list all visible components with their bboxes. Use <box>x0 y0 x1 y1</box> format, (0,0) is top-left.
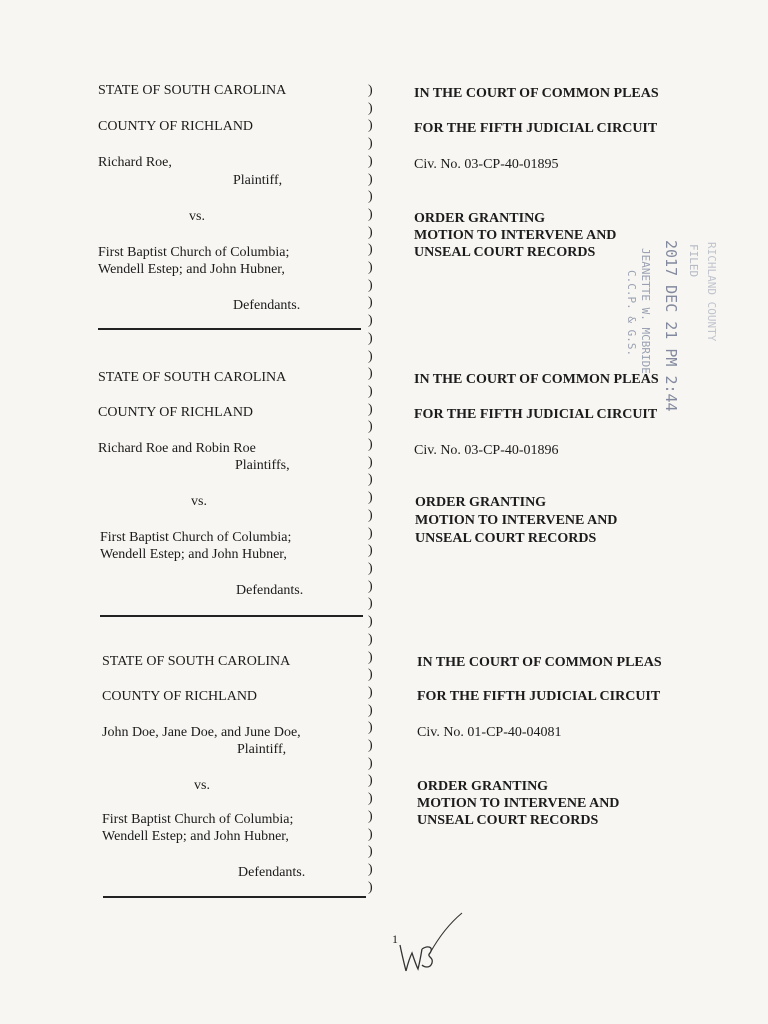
separator-paren: ) <box>368 791 373 807</box>
versus-label: vs. <box>194 778 210 793</box>
stamp-office: C.C.P. & G.S. <box>625 270 638 357</box>
case-number: Civ. No. 03-CP-40-01896 <box>414 443 559 458</box>
defendant-role: Defendants. <box>236 583 304 598</box>
state-heading: STATE OF SOUTH CAROLINA <box>98 83 287 98</box>
versus-label: vs. <box>191 494 207 509</box>
state-heading: STATE OF SOUTH CAROLINA <box>98 370 287 385</box>
defendant-role: Defendants. <box>238 865 306 880</box>
separator-paren: ) <box>368 260 373 276</box>
separator-paren: ) <box>368 419 373 435</box>
order-title-line-1: ORDER GRANTING <box>414 211 546 226</box>
plaintiff-role: Plaintiff, <box>237 742 287 757</box>
order-title-line-3: UNSEAL COURT RECORDS <box>415 531 597 546</box>
separator-paren: ) <box>368 649 373 665</box>
separator-paren: ) <box>368 702 373 718</box>
separator-paren: ) <box>368 401 373 417</box>
separator-paren: ) <box>368 543 373 559</box>
separator-paren: ) <box>368 277 373 293</box>
separator-paren: ) <box>368 366 373 382</box>
separator-paren: ) <box>368 136 373 152</box>
separator-paren: ) <box>368 171 373 187</box>
defendants-line-1: First Baptist Church of Columbia; <box>98 245 290 260</box>
separator-paren: ) <box>368 383 373 399</box>
separator-paren: ) <box>368 808 373 824</box>
order-title-line-3: UNSEAL COURT RECORDS <box>414 245 596 260</box>
separator-paren: ) <box>368 738 373 754</box>
separator-paren: ) <box>368 313 373 329</box>
order-title-line-3: UNSEAL COURT RECORDS <box>417 813 599 828</box>
separator-paren: ) <box>368 631 373 647</box>
separator-paren: ) <box>368 437 373 453</box>
caption-rule <box>98 328 361 330</box>
separator-paren: ) <box>368 525 373 541</box>
county-heading: COUNTY OF RICHLAND <box>98 119 254 134</box>
court-heading: IN THE COURT OF COMMON PLEAS <box>417 655 662 670</box>
separator-paren: ) <box>368 348 373 364</box>
versus-label: vs. <box>189 209 205 224</box>
case-number: Civ. No. 01-CP-40-04081 <box>417 725 562 740</box>
state-heading: STATE OF SOUTH CAROLINA <box>102 654 291 669</box>
handwritten-initials <box>392 905 472 975</box>
separator-paren: ) <box>368 206 373 222</box>
court-heading: IN THE COURT OF COMMON PLEAS <box>414 372 659 387</box>
separator-paren: ) <box>368 454 373 470</box>
order-title-line-1: ORDER GRANTING <box>415 495 547 510</box>
plaintiff-names: Richard Roe and Robin Roe <box>98 441 256 456</box>
separator-paren: ) <box>368 614 373 630</box>
defendants-line-1: First Baptist Church of Columbia; <box>102 812 294 827</box>
stamp-filed: FILED <box>687 244 700 278</box>
separator-paren: ) <box>368 773 373 789</box>
court-heading: IN THE COURT OF COMMON PLEAS <box>414 86 659 101</box>
separator-paren: ) <box>368 879 373 895</box>
order-title-line-2: MOTION TO INTERVENE AND <box>414 228 617 243</box>
plaintiff-names: Richard Roe, <box>98 155 172 170</box>
separator-paren: ) <box>368 472 373 488</box>
circuit-heading: FOR THE FIFTH JUDICIAL CIRCUIT <box>414 121 658 136</box>
separator-paren: ) <box>368 826 373 842</box>
defendants-line-2: Wendell Estep; and John Hubner, <box>98 262 285 277</box>
separator-paren: ) <box>368 153 373 169</box>
page-number: 1 <box>392 932 398 946</box>
separator-paren: ) <box>368 755 373 771</box>
separator-paren: ) <box>368 242 373 258</box>
separator-paren: ) <box>368 224 373 240</box>
stamp-county: RICHLAND COUNTY <box>705 242 718 342</box>
defendants-line-2: Wendell Estep; and John Hubner, <box>102 829 289 844</box>
plaintiff-role: Plaintiff, <box>233 173 283 188</box>
separator-paren: ) <box>368 596 373 612</box>
separator-paren: ) <box>368 861 373 877</box>
separator-paren: ) <box>368 684 373 700</box>
separator-paren: ) <box>368 667 373 683</box>
separator-paren: ) <box>368 490 373 506</box>
county-heading: COUNTY OF RICHLAND <box>98 405 254 420</box>
order-title-line-2: MOTION TO INTERVENE AND <box>415 513 618 528</box>
separator-paren: ) <box>368 578 373 594</box>
separator-paren: ) <box>368 844 373 860</box>
separator-paren: ) <box>368 295 373 311</box>
separator-paren: ) <box>368 100 373 116</box>
filing-stamp <box>590 240 720 412</box>
plaintiff-names: John Doe, Jane Doe, and June Doe, <box>102 725 301 740</box>
caption-rule <box>103 896 366 898</box>
order-title-line-2: MOTION TO INTERVENE AND <box>417 796 620 811</box>
county-heading: COUNTY OF RICHLAND <box>102 689 258 704</box>
separator-paren: ) <box>368 720 373 736</box>
defendant-role: Defendants. <box>233 298 301 313</box>
separator-paren: ) <box>368 507 373 523</box>
circuit-heading: FOR THE FIFTH JUDICIAL CIRCUIT <box>414 407 658 422</box>
separator-paren: ) <box>368 83 373 98</box>
defendants-line-1: First Baptist Church of Columbia; <box>100 530 292 545</box>
plaintiff-role: Plaintiffs, <box>235 458 290 473</box>
stamp-date: 2017 DEC 21 PM 2:44 <box>662 240 680 412</box>
circuit-heading: FOR THE FIFTH JUDICIAL CIRCUIT <box>417 689 661 704</box>
separator-paren: ) <box>368 189 373 205</box>
caption-separator-column <box>368 82 373 896</box>
stamp-clerk: JEANETTE W. MCBRIDE <box>639 248 652 374</box>
defendants-line-2: Wendell Estep; and John Hubner, <box>100 547 287 562</box>
separator-paren: ) <box>368 330 373 346</box>
separator-paren: ) <box>368 560 373 576</box>
separator-paren: ) <box>368 118 373 134</box>
order-title-line-1: ORDER GRANTING <box>417 779 549 794</box>
caption-rule <box>100 615 363 617</box>
case-number: Civ. No. 03-CP-40-01895 <box>414 157 559 172</box>
